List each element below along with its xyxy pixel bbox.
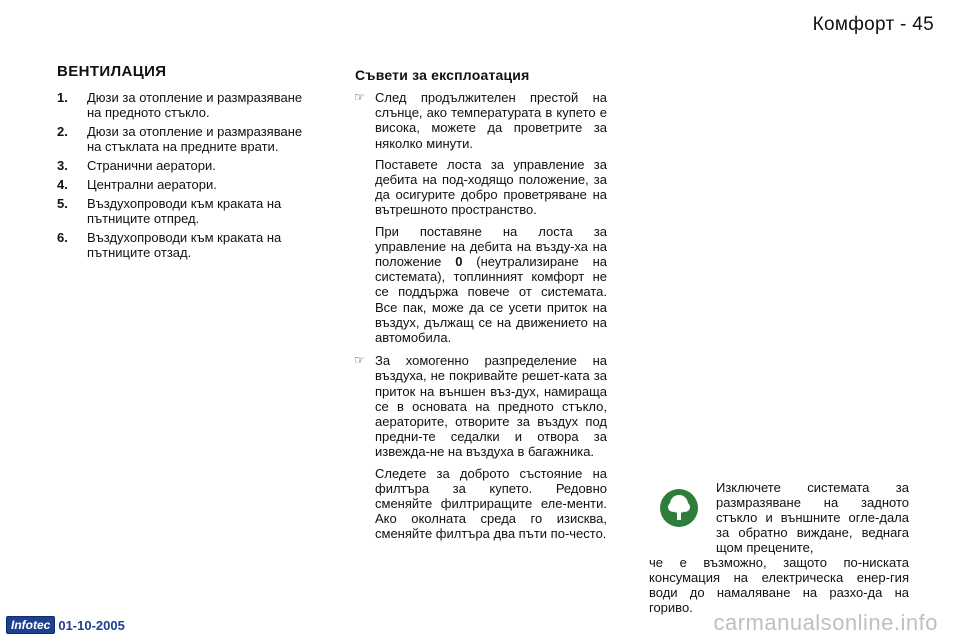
tip-bold-value: 0 (455, 254, 463, 270)
tip-paragraph: Следете за доброто състояние на филтъра за купето. Редовно сменяйте филтриращите еле-менти. Ако околната среда го изисква, сменяйте филтъра два пъти по-често. (375, 465, 607, 542)
list-item (57, 196, 307, 226)
document-date: 01-10-2005 (58, 617, 125, 633)
item-number: 1. (57, 90, 68, 105)
tip-block (350, 353, 607, 541)
tips-section (350, 90, 607, 550)
eco-text: Изключете системата за размразяване на задното стъкло и външните огле-дала за обратно виждане, веднага щом прецените, (716, 480, 909, 555)
tip-block (350, 90, 607, 345)
list-item (57, 230, 307, 260)
tip-paragraph: Поставете лоста за управление за дебита на под-ходящо положение, за да осигурите добро проветряване на вътрешното пространство. (375, 156, 607, 218)
item-number: 4. (57, 177, 68, 192)
tree-icon (659, 488, 699, 528)
item-text: Въздухопроводи към краката на пътниците отпред. (87, 196, 282, 226)
page-header: Комфорт - 45 (812, 14, 934, 35)
list-item (57, 124, 307, 154)
item-text: Странични аератори. (87, 158, 216, 173)
pointing-hand-icon: ☞ (354, 353, 365, 368)
item-number: 6. (57, 230, 68, 245)
ventilation-list (57, 90, 307, 264)
tip-text: При поставяне на лоста за управление на дебита на възду-ха на положение (375, 223, 607, 270)
watermark: carmanualsonline.info (713, 610, 938, 635)
item-text: Централни аератори. (87, 177, 217, 192)
list-item (57, 90, 307, 120)
tip-text: (неутрализиране на системата), топлинният комфорт не се поддържа повече от системата. Все пак, може да се усети приток на въздух, дължащ се на движението на автомобила. (375, 254, 607, 346)
tip-paragraph (375, 224, 607, 346)
item-text: Дюзи за отопление и размразяване на предното стъкло. (87, 90, 303, 120)
eco-note (649, 480, 909, 615)
item-number: 2. (57, 124, 68, 139)
eco-text: че е възможно, защото по-ниската консумация на електрическа енер-гия води до намаляване на разхо-да на гориво. (649, 555, 909, 615)
tip-paragraph: След продължителен престой на слънце, ако температурата в купето е висока, можете да проветрите за няколко минути. (375, 90, 607, 151)
footer-date (6, 617, 125, 633)
list-item (57, 177, 307, 192)
list-item (57, 158, 307, 173)
item-number: 5. (57, 196, 68, 211)
item-text: Въздухопроводи към краката на пътниците отзад. (87, 230, 282, 260)
item-text: Дюзи за отопление и размразяване на стъклата на предните врати. (87, 124, 303, 154)
pointing-hand-icon: ☞ (354, 90, 365, 104)
tips-title: Съвети за експлоатация (355, 67, 530, 83)
infotec-logo: Infotec (6, 616, 55, 634)
ventilation-title: ВЕНТИЛАЦИЯ (57, 63, 167, 80)
tip-paragraph: За хомогенно разпределение на въздуха, не покривайте решет-ката за приток на външен въз-дух, намираща се в основата на предното стъкло, аераторите, отворите за въздух под предни-те седалки и отвора за извежда-не на въздуха в багажника. (375, 353, 607, 460)
item-number: 3. (57, 158, 68, 173)
